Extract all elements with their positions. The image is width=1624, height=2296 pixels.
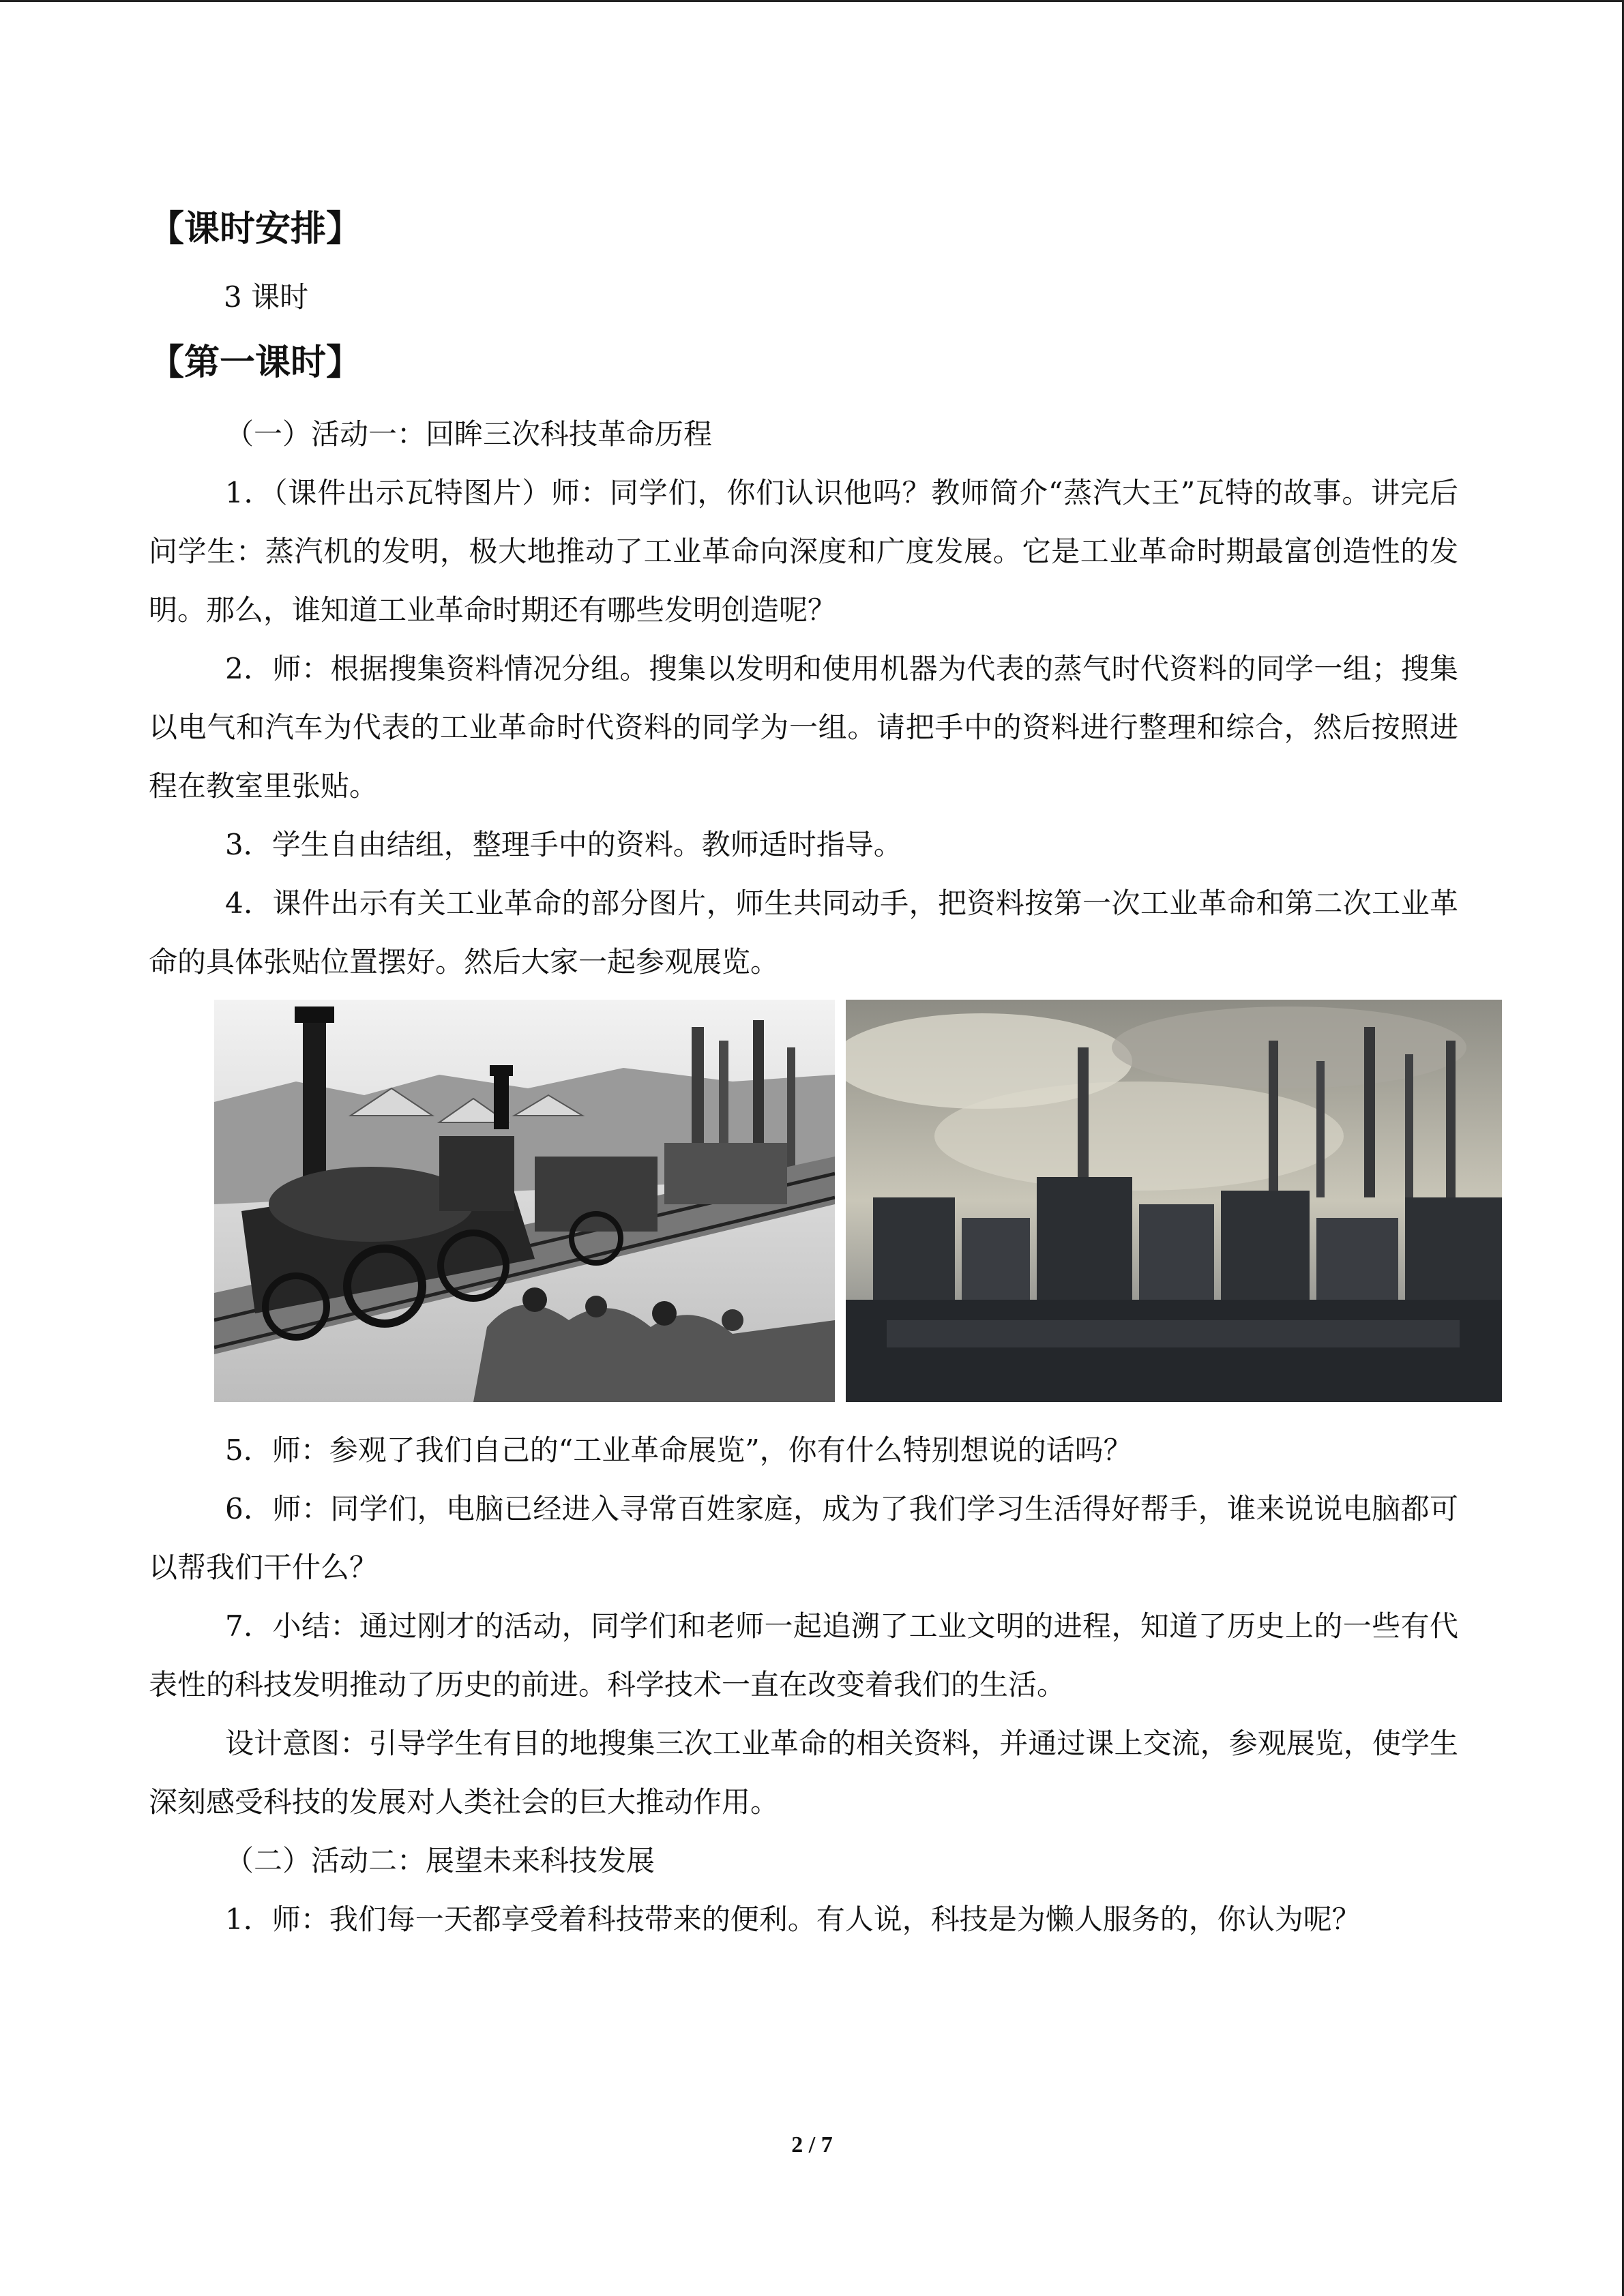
industrial-city-image — [846, 1000, 1502, 1402]
page-number: 2 / 7 — [791, 2132, 833, 2158]
page-border-top — [0, 0, 1624, 2]
lesson1-heading: 【第一课时】 — [149, 342, 362, 383]
schedule-hours: 3 课时 — [224, 280, 309, 314]
activity2-paragraph-1: 1．师：我们每一天都享受着科技带来的便利。有人说，科技是为懒人服务的，你认为呢？ — [225, 1903, 1361, 1936]
steam-locomotive-image — [214, 1000, 835, 1402]
design-intent-paragraph: 设计意图：引导学生有目的地搜集三次工业革命的相关资料，并通过课上交流，参观展览，使学生深刻感受科技的发展对人类社会的巨大推动作用。 — [149, 1727, 1458, 1819]
activity1-paragraph-4: 4．课件出示有关工业革命的部分图片，师生共同动手，把资料按第一次工业革命和第二次工业革命的具体张贴位置摆好。然后大家一起参观展览。 — [149, 886, 1458, 979]
activity2-title: （二）活动二：展望未来科技发展 — [225, 1844, 655, 1877]
activity1-paragraph-6: 6．师：同学们，电脑已经进入寻常百姓家庭，成为了我们学习生活得好帮手，谁来说说电脑都可以帮我们干什么？ — [149, 1492, 1458, 1584]
activity1-paragraph-3: 3．学生自由结组，整理手中的资料。教师适时指导。 — [225, 828, 902, 861]
activity1-paragraph-2: 2．师：根据搜集资料情况分组。搜集以发明和使用机器为代表的蒸气时代资料的同学一组；搜集以电气和汽车为代表的工业革命时代资料的同学为一组。请把手中的资料进行整理和综合，然后按照进程在教室里张贴。 — [149, 652, 1458, 803]
steam-locomotive-icon — [214, 1000, 835, 1402]
activity1-paragraph-7: 7．小结：通过刚才的活动，同学们和老师一起追溯了工业文明的进程，知道了历史上的一些有代表性的科技发明推动了历史的前进。科学技术一直在改变着我们的生活。 — [149, 1609, 1458, 1701]
figure-row — [214, 1000, 1502, 1402]
industrial-smokestacks-icon — [846, 1000, 1502, 1402]
activity1-title: （一）活动一：回眸三次科技革命历程 — [225, 417, 713, 451]
activity1-paragraph-5: 5．师：参观了我们自己的“工业革命展览”，你有什么特别想说的话吗？ — [225, 1433, 1132, 1467]
document-body — [149, 205, 1458, 1949]
schedule-heading: 【课时安排】 — [149, 209, 362, 250]
activity1-paragraph-1: 1．（课件出示瓦特图片）师：同学们，你们认识他吗？教师简介“蒸汽大王”瓦特的故事。讲完后问学生：蒸汽机的发明，极大地推动了工业革命向深度和广度发展。它是工业革命时期最富创造性的发明。那么，谁知道工业革命时期还有哪些发明创造呢？ — [149, 476, 1458, 627]
